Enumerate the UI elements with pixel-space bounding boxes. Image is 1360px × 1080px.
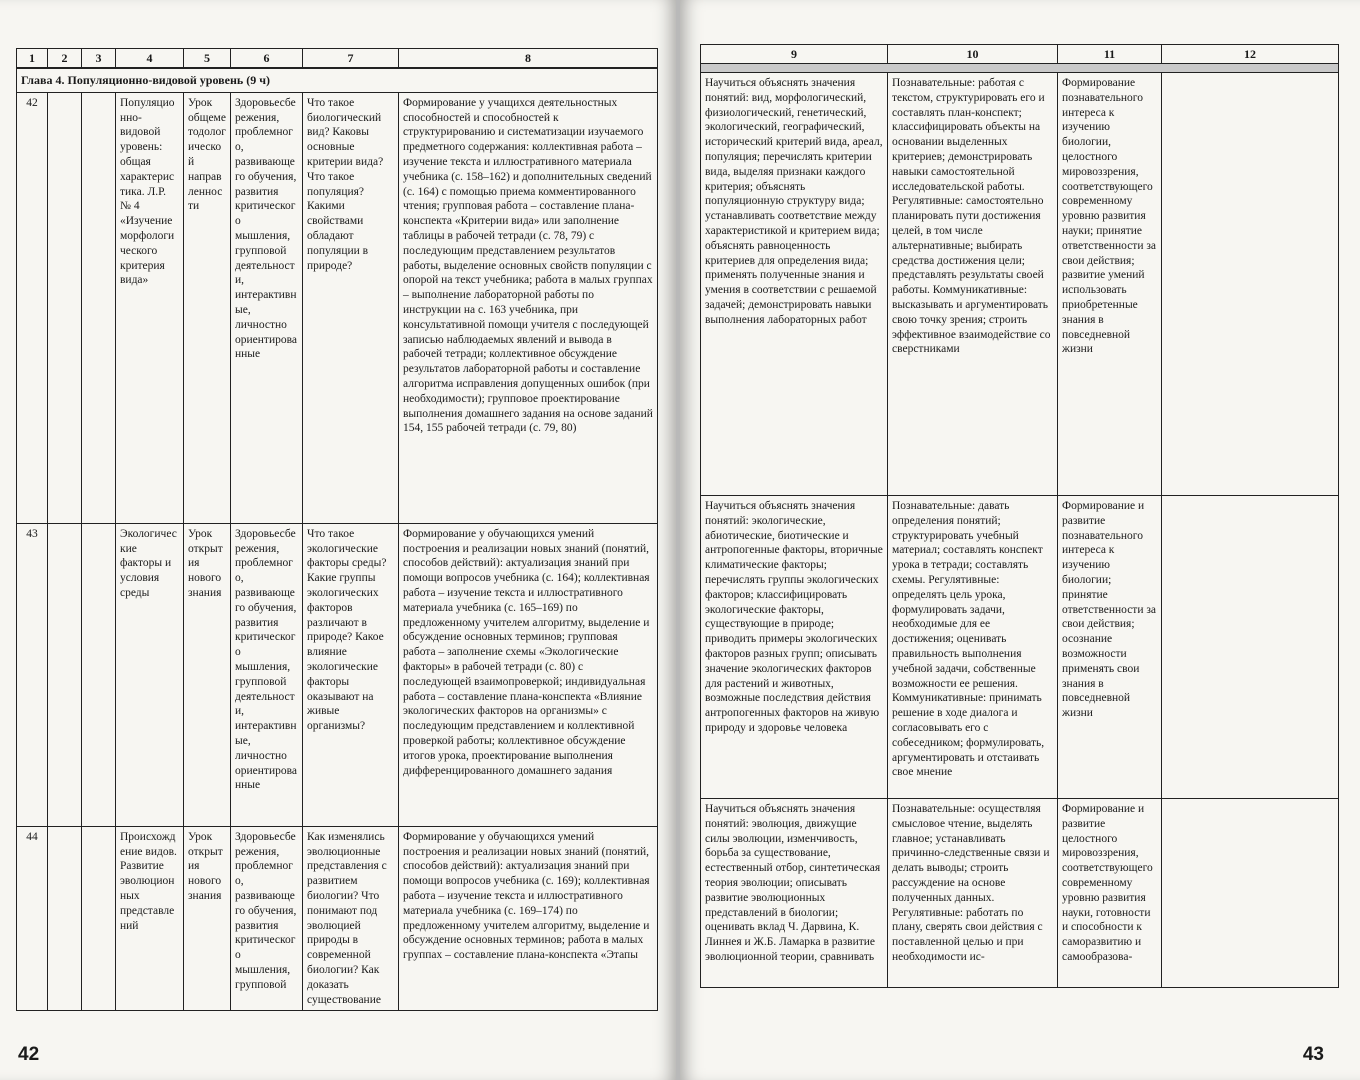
lesson-plan-table-left: [16, 48, 658, 1011]
lesson-type: Урок общеметодологической направленности: [184, 92, 231, 523]
shaded-band: [701, 64, 1339, 73]
column-12-cell: [1162, 799, 1339, 988]
table-row: [701, 73, 1339, 496]
empty-cell: [82, 523, 116, 826]
subject-results: Научиться объяснять значения понятий: экологические, абиотические, биотические и антропогенные факторы, вторичные климатические факторы; перечислять группы экологических факторов; классифицировать экологические факторы, существующие в природе; приводить примеры экологических факторов разных групп; описывать значение экологических факторов для растений и животных, возможные последствия действия антропогенных факторов на живую природу и здоровье человека: [701, 496, 888, 799]
personal-results: Формирование познавательного интереса к изучению биологии, целостного мировоззрения, соответствующего современному уровню развития науки; принятие ответственности за свои действия; развитие умений использовать приобретенные знания в повседневной жизни: [1058, 73, 1162, 496]
lesson-topic: Популяционно-видовой уровень: общая характеристика. Л.Р. № 4 «Изучение морфологического критерия вида»: [116, 92, 184, 523]
column-12-cell: [1162, 73, 1339, 496]
empty-cell: [48, 92, 82, 523]
col-header-5: 5: [184, 49, 231, 69]
col-header-4: 4: [116, 49, 184, 69]
metasubject-results: Познавательные: осуществляя смысловое чтение, выделять главное; устанавливать причинно-следственные связи и делать выводы; строить рассуждение на основе полученных данных. Регулятивные: работать по плану, сверять свои действия с поставленной целью и при необходимости ис-: [888, 799, 1058, 988]
empty-cell: [48, 523, 82, 826]
chapter-title: Глава 4. Популяционно-видовой уровень (9 ч): [17, 68, 658, 92]
chapter-row-continuation: [701, 64, 1339, 73]
subject-results: Научиться объяснять значения понятий: эволюция, движущие силы эволюции, изменчивость, борьба за существование, естественный отбор, синтетическая теория эволюции; описывать развитие эволюционных представлений в биологии; оценивать вклад Ч. Дарвина, К. Линнея и Ж.Б. Ламарка в развитие эволюционной теории, сравнивать: [701, 799, 888, 988]
lesson-topic: Происхождение видов. Развитие эволюционных представлений: [116, 826, 184, 1011]
technologies: Здоровьесбережения, проблемного, развивающего обучения, развития критического мышления, групповой: [231, 826, 303, 1011]
problem-questions: Что такое биологический вид? Каковы основные критерии вида? Что такое популяция? Какими свойствами обладают популяции в природе?: [303, 92, 399, 523]
metasubject-results: Познавательные: работая с текстом, структурировать его и составлять план-конспект; классифицировать объекты на основании выделенных критериев; демонстрировать навыки самостоятельной исследовательской работы. Регулятивные: самостоятельно планировать пути достижения целей, в том числе альтернативные; выбирать средства достижения цели; представлять результаты своей работы. Коммуникативные: высказывать и аргументировать свою точку зрения; строить эффективное взаимодействие со сверстниками: [888, 73, 1058, 496]
col-header-11: 11: [1058, 45, 1162, 64]
col-header-8: 8: [399, 49, 658, 69]
subject-results: Научиться объяснять значения понятий: вид, морфологический, физиологический, генетический, экологический, географический, исторический критерий вида, ареал, популяция; перечислять критерии вида, выделяя признаки каждого критерия; объяснять популяционную структуру вида; устанавливать соответствие между характеристикой и критерием вида; объяснять равноценность критериев для определения вида; применять полученные знания и умения в соответствии с решаемой задачей; демонстрировать навыки выполнения лабораторных работ: [701, 73, 888, 496]
header-row: [17, 49, 658, 69]
lesson-number: 43: [17, 523, 48, 826]
technologies: Здоровьесбережения, проблемного, развивающего обучения, развития критического мышления, групповой деятельности, интерактивные, личностно ориентированные: [231, 523, 303, 826]
col-header-1: 1: [17, 49, 48, 69]
col-header-3: 3: [82, 49, 116, 69]
table-row: [701, 799, 1339, 988]
lesson-number: 42: [17, 92, 48, 523]
empty-cell: [82, 826, 116, 1011]
table-row: [17, 92, 658, 523]
lesson-plan-table-right: [700, 44, 1339, 988]
lesson-type: Урок открытия нового знания: [184, 523, 231, 826]
col-header-6: 6: [231, 49, 303, 69]
col-header-7: 7: [303, 49, 399, 69]
col-header-10: 10: [888, 45, 1058, 64]
personal-results: Формирование и развитие познавательного интереса к изучению биологии; принятие ответственности за свои действия; осознание возможности применять свои знания в повседневной жизни: [1058, 496, 1162, 799]
problem-questions: Что такое экологические факторы среды? Какие группы экологических факторов различают в природе? Какое влияние экологические факторы оказывают на живые организмы?: [303, 523, 399, 826]
activity-description: Формирование у обучающихся умений построения и реализации новых знаний (понятий, способов действий): актуализация знаний при помощи вопросов учебника (с. 164); коллективная работа – изучение текста и иллюстративного материала учебника (с. 165–169) по предложенному учителем алгоритму, выделение и обсуждение основных терминов; групповая работа – заполнение схемы «Экологические факторы» в рабочей тетради (с. 80) с последующей взаимопроверкой; индивидуальная работа – составление плана-конспекта «Влияние экологических факторов на организмы» с последующим представлением и коллективной проверкой работы; коллективное обсуждение итогов урока, проектирование выполнения дифференцированного домашнего задания: [399, 523, 658, 826]
right-page: [680, 0, 1360, 1080]
table-row: [17, 523, 658, 826]
activity-description: Формирование у обучающихся умений построения и реализации новых знаний (понятий, способов действий): актуализация знаний при помощи вопросов учебника (с. 169); коллективная работа – изучение текста и иллюстративного материала учебника (с. 169–174) по предложенному учителем алгоритму, выделение и обсуждение основных терминов; работа в малых группах – составление плана-конспекта «Этапы: [399, 826, 658, 1011]
page-number-right: 43: [1302, 1044, 1324, 1065]
lesson-number: 44: [17, 826, 48, 1011]
empty-cell: [48, 826, 82, 1011]
personal-results: Формирование и развитие целостного мировоззрения, соответствующего современному уровню развития науки, готовности и способности к саморазвитию и самообразова-: [1058, 799, 1162, 988]
col-header-2: 2: [48, 49, 82, 69]
lesson-topic: Экологические факторы и условия среды: [116, 523, 184, 826]
lesson-type: Урок открытия нового знания: [184, 826, 231, 1011]
technologies: Здоровьесбережения, проблемного, развивающего обучения, развития критического мышления, групповой деятельности, интерактивные, личностно ориентированные: [231, 92, 303, 523]
col-header-9: 9: [701, 45, 888, 64]
left-page: [0, 0, 676, 1080]
activity-description: Формирование у учащихся деятельностных способностей и способностей к структурированию и систематизации изучаемого предметного содержания: коллективная работа – изучение текста и иллюстративного материала учебника (с. 158–162) и дополнительных сведений (с. 164) с помощью приема комментированного чтения; групповая работа – составление плана-конспекта «Критерии вида» или заполнение таблицы в рабочей тетради (с. 78, 79) с последующим представлением результатов работы, выделение основных свойств популяции с опорой на текст учебника; работа в малых группах – выполнение лабораторной работы по инструкции на с. 163 учебника, при консультативной помощи учителя с последующей записью наблюдаемых явлений и вывода в рабочей тетради; коллективное обсуждение результатов лабораторной работы и составление алгоритма исправления допущенных ошибок (при необходимости); групповое проектирование выполнения домашнего задания на основе заданий 154, 155 рабочей тетради (с. 79, 80): [399, 92, 658, 523]
problem-questions: Как изменялись эволюционные представления с развитием биологии? Что понимают под эволюцией природы в современной биологии? Как доказать существование: [303, 826, 399, 1011]
page-number-left: 42: [18, 1044, 40, 1065]
chapter-row: [17, 68, 658, 92]
col-header-12: 12: [1162, 45, 1339, 64]
table-row: [701, 496, 1339, 799]
column-12-cell: [1162, 496, 1339, 799]
table-row: [17, 826, 658, 1011]
metasubject-results: Познавательные: давать определения понятий; структурировать учебный материал; составлять конспект урока в тетради; составлять схемы. Регулятивные: определять цель урока, формулировать задачи, необходимые для ее достижения; оценивать правильность выполнения учебной задачи, собственные возможности ее решения. Коммуникативные: принимать решение в ходе диалога и согласовывать его с собеседником; формулировать, аргументировать и отстаивать свое мнение: [888, 496, 1058, 799]
header-row: [701, 45, 1339, 64]
empty-cell: [82, 92, 116, 523]
